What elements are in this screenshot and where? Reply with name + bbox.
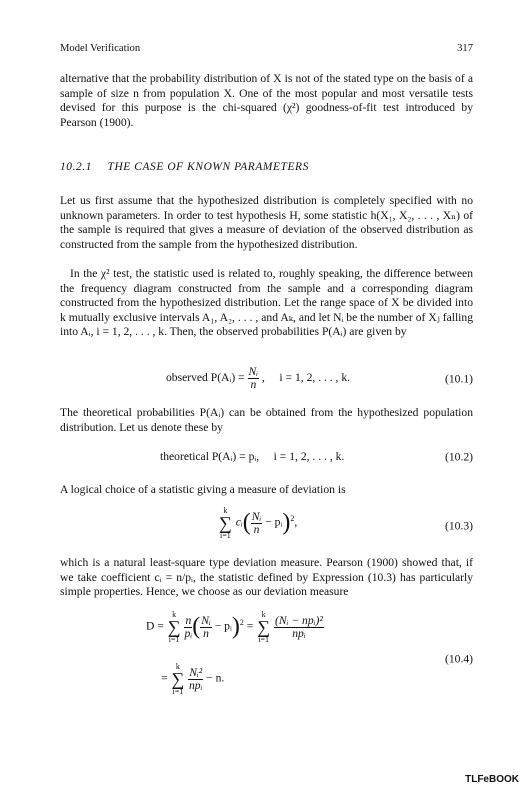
page-number: 317 <box>457 43 473 54</box>
eq3-fraction: $\frac{\text{Nᵢ}}{n}$ <box>251 509 262 536</box>
eq4-line-2: = k ∑ i=1 $\frac{\text{Nᵢ²}}{\text{npᵢ}}$ − n. <box>161 662 225 696</box>
eq3-tail: − pᵢ <box>265 515 283 529</box>
paragraph-1: Let us first assume that the hypothesized distribution is completely specified with no unknown parameters. In order to test hypothesis H, some statistic h(X₁, X₂, . . . , Xₙ) of the sample is required that gives a measure of deviation of the observed distribution as constructed from the sample from the hypothesized distribution. <box>60 194 473 251</box>
eq1-fraction: $\frac{\text{Nᵢ}}{n}$ <box>248 365 259 391</box>
equation-10-2 <box>60 447 473 469</box>
paragraph-2: In the χ² test, the statistic used is related to, roughly speaking, the difference between the frequency diagram constructed from the sample and a corresponding diagram constructed from the hypothesized distribution. Let the range space of X be divided into k mutually exclusive intervals A₁, A₂, . . . , and Aₖ, and let Nᵢ be the number of Xⱼ falling into Aᵢ, i = 1, 2, . . . , k. Then, the observed probabilities P(Aᵢ) are given by <box>60 267 473 339</box>
section-heading <box>60 160 309 175</box>
eq2-label: (10.2) <box>444 450 473 464</box>
paragraph-5: which is a natural least-square type deviation measure. Pearson (1900) showed that, if we take coefficient cᵢ = n/pᵢ, the statistic defined by Expression (10.3) has particularly simple properties. Hence, we choose as our deviation measure <box>60 556 473 599</box>
running-header <box>60 42 473 57</box>
section-title: THE CASE OF KNOWN PARAMETERS <box>107 161 309 173</box>
eq2-body: theoretical P(Aᵢ) = pᵢ, i = 1, 2, . . . , k. <box>160 450 345 463</box>
eq3-coefficient: cᵢ <box>235 515 243 529</box>
eq4-line-1: D = k ∑ i=1 $\frac{n}{\text{pᵢ}}$ ( $\frac{\text{Nᵢ}}{n}$ − pᵢ)$^2$ = k ∑ i=1 $\frac{\text{(Nᵢ − npᵢ)²}}{\text{npᵢ}}$ <box>146 610 323 644</box>
eq1-rhs: , i = 1, 2, . . . , k. <box>262 371 351 385</box>
eq4-label: (10.4) <box>444 652 473 666</box>
paragraph-3: The theoretical probabilities P(Aᵢ) can be obtained from the hypothesized population distribution. Let us denote these by <box>60 406 473 434</box>
running-title: Model Verification <box>60 43 141 54</box>
intro-paragraph: alternative that the probability distribution of X is not of the stated type on the basis of a sample of size n from population X. One of the most popular and most versatile tests devised for this purpose is the chi-squared (χ²) goodness-of-fit test introduced by Pearson (1900). <box>60 72 473 129</box>
watermark: TLFeBOOK <box>465 774 519 786</box>
eq3-summation: k ∑ i=1 <box>219 506 232 540</box>
paragraph-4: A logical choice of a statistic giving a measure of deviation is <box>60 483 346 496</box>
equation-10-1 <box>60 362 473 398</box>
eq1-lhs: observed P(Aᵢ) = <box>166 371 245 385</box>
equation-10-4 <box>60 608 473 712</box>
section-number: 10.2.1 <box>60 161 93 173</box>
eq1-label: (10.1) <box>444 372 473 386</box>
eq3-label: (10.3) <box>444 519 473 533</box>
equation-10-3: k ∑ i=1 cᵢ( $\frac{\text{Nᵢ}}{n}$ − pᵢ)$^2$, (10.3) <box>219 506 473 540</box>
